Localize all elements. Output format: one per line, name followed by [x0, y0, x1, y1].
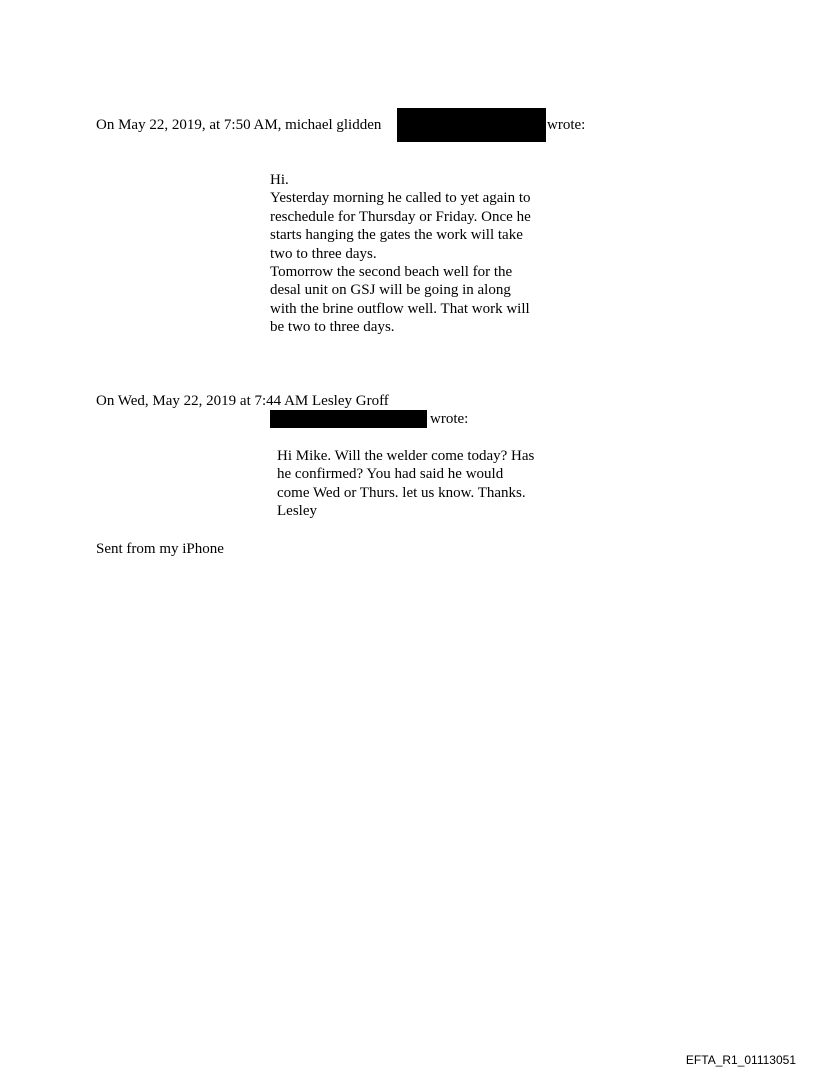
message-line: two to three days.: [270, 245, 377, 262]
header-glidden-prefix: On May 22, 2019, at 7:50 AM, michael glidden: [96, 117, 382, 133]
message-body-glidden: [270, 171, 531, 337]
email-header-glidden: [96, 116, 381, 134]
message-line: reschedule for Thursday or Friday. Once he: [270, 208, 531, 225]
header-groff-prefix: On Wed, May 22, 2019 at 7:44 AM Lesley Groff: [96, 393, 389, 409]
redaction-block: [397, 108, 546, 142]
header-groff-suffix: wrote:: [430, 411, 469, 427]
message-line: Tomorrow the second beach well for the: [270, 264, 513, 281]
redaction-block: [270, 410, 427, 428]
message-line: Lesley: [277, 503, 317, 520]
message-line: Hi.: [270, 172, 289, 188]
message-line: with the brine outflow well. That work will: [270, 300, 530, 317]
message-line: Hi Mike. Will the welder come today? Has: [277, 448, 535, 464]
message-line: come Wed or Thurs. let us know. Thanks.: [277, 484, 526, 501]
header-glidden-suffix: wrote:: [547, 117, 586, 133]
email-header-groff: [96, 392, 389, 410]
message-line: he confirmed? You had said he would: [277, 466, 504, 483]
message-line: Yesterday morning he called to yet again to: [270, 190, 531, 207]
message-line: starts hanging the gates the work will take: [270, 227, 523, 244]
signature: Sent from my iPhone: [96, 541, 224, 557]
message-line: be two to three days.: [270, 319, 395, 336]
document-id: EFTA_R1_01113051: [685, 1053, 796, 1067]
message-body-groff: [277, 447, 534, 521]
message-line: desal unit on GSJ will be going in along: [270, 282, 511, 299]
